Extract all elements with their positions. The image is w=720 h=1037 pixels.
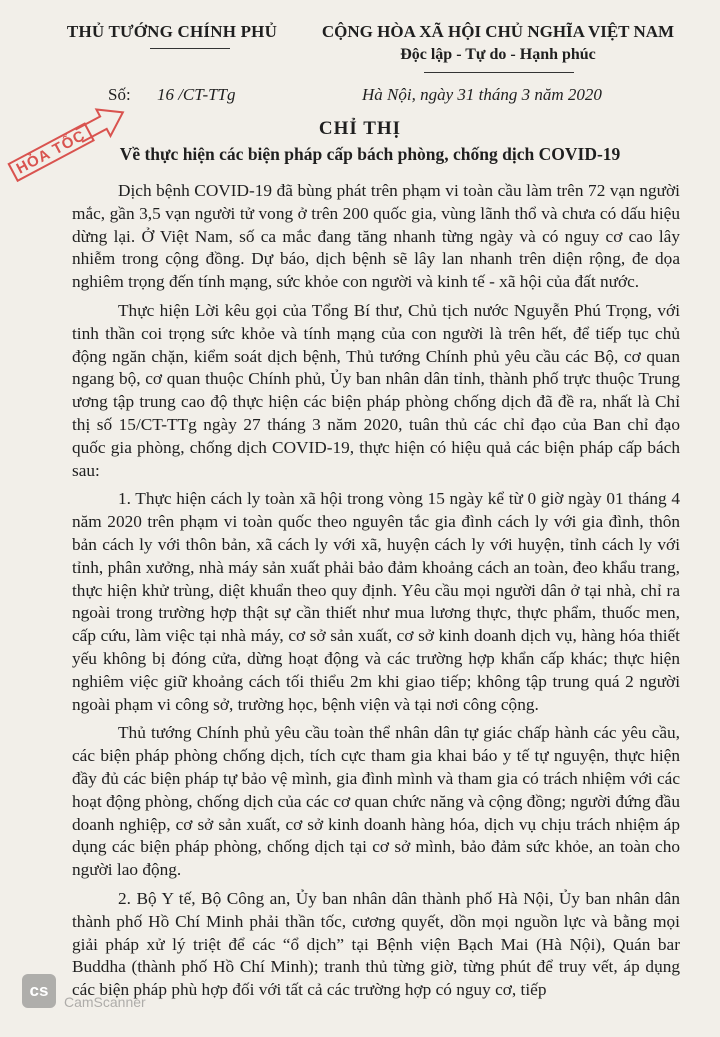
scanner-logo: cs xyxy=(22,974,56,1008)
issuing-agency: THỦ TƯỚNG CHÍNH PHỦ xyxy=(66,22,278,41)
urgent-stamp-label: HỎA TỐC xyxy=(7,122,94,182)
paragraph: Thực hiện Lời kêu gọi của Tổng Bí thư, Chủ tịch nước Nguyễn Phú Trọng, với tinh thần coi trọng sức khỏe và tính mạng của con người là trên hết, để tiếp tục chủ động ngăn chặn, kiểm soát dịch bệnh, Thủ tướng Chính phủ yêu cầu các Bộ, cơ quan ngang bộ, cơ quan thuộc Chính phủ, Ủy ban nhân dân tỉnh, thành phố trực thuộc Trung ương tập trung cao độ thực hiện các biện pháp phòng chống dịch đã đề ra, nhất là Chỉ thị số 15/CT-TTg ngày 27 tháng 3 năm 2020, tuân thủ các chỉ đạo của Ban chỉ đạo quốc gia phòng, chống dịch COVID-19, thực hiện có hiệu quả các biện pháp cấp bách sau: xyxy=(72,300,680,480)
paragraph: 1. Thực hiện cách ly toàn xã hội trong vòng 15 ngày kể từ 0 giờ ngày 01 tháng 4 năm 2020 trên phạm vi toàn quốc theo nguyên tắc gia đình cách ly với gia đình, thôn bản cách ly với thôn bản, xã cách ly với xã, huyện cách ly với huyện, tỉnh cách ly với tỉnh, phân xưởng, nhà máy sản xuất phải bảo đảm khoảng cách an toàn, đeo khẩu trang, thực hiện khử trùng, diệt khuẩn theo quy định. Yêu cầu mọi người dân ở tại nhà, chỉ ra ngoài trong trường hợp thật sự cần thiết như mua lương thực, thực phẩm, thuốc men, cấp cứu, làm việc tại nhà máy, cơ sở sản xuất, cơ sở kinh doanh dịch vụ, hàng hóa thiết yếu không bị đóng cửa, dừng hoạt động và các trường hợp khẩn cấp khác; thực hiện nghiêm việc giữ khoảng cách tối thiểu 2m khi giao tiếp; không tập trung quá 2 người ngoài phạm vi công sở, trường học, bệnh viện và tại nơi công cộng. xyxy=(72,489,680,714)
national-motto: Độc lập - Tự do - Hạnh phúc xyxy=(400,46,596,63)
paragraph: 2. Bộ Y tế, Bộ Công an, Ủy ban nhân dân thành phố Hà Nội, Ủy ban nhân dân thành phố Hồ Chí Minh phải thần tốc, cương quyết, dồn mọi nguồn lực và bằng mọi giải pháp xử lý triệt để các “ổ dịch” tại Bệnh viện Bạch Mai (Hà Nội), Quán bar Buddha (thành phố Hồ Chí Minh); tranh thủ từng giờ, từng phút để truy vết, áp dụng các biện pháp phù hợp đối với tất cả các trường hợp có nguy cơ, tiếp xyxy=(72,888,680,1000)
place-date: Hà Nội, ngày 31 tháng 3 năm 2020 xyxy=(362,85,602,104)
document-type: CHỈ THỊ xyxy=(318,118,402,139)
agency-underline xyxy=(150,48,230,49)
number-label: Số: xyxy=(108,85,131,104)
scanner-watermark: CamScanner xyxy=(64,994,146,1010)
number-value: 16 /CT-TTg xyxy=(156,85,236,104)
motto-underline xyxy=(424,72,574,73)
document-subject: Về thực hiện các biện pháp cấp bách phòng, chống dịch COVID-19 xyxy=(119,144,621,164)
document-body xyxy=(72,180,680,1008)
national-title: CỘNG HÒA XÃ HỘI CHỦ NGHĨA VIỆT NAM xyxy=(321,22,675,41)
paragraph: Dịch bệnh COVID-19 đã bùng phát trên phạm vi toàn cầu làm trên 72 vạn người mắc, gần 3,5 vạn người tử vong ở trên 200 quốc gia, vùng lãnh thổ và chưa có dấu hiệu dừng lại. Ở Việt Nam, số ca mắc đang tăng nhanh từng ngày và có nguy cơ cao lây nhiễm trong cộng đồng. Dự báo, dịch bệnh sẽ lây lan nhanh trên diện rộng, đe dọa nghiêm trọng đến tính mạng, sức khỏe con người và kinh tế - xã hội của đất nước. xyxy=(72,181,680,292)
paragraph: Thủ tướng Chính phủ yêu cầu toàn thể nhân dân tự giác chấp hành các yêu cầu, các biện pháp phòng chống dịch, tích cực tham gia khai báo y tế tự nguyện, thực hiện đầy đủ các biện pháp tự bảo vệ mình, gia đình mình và tham gia có trách nhiệm với các hoạt động phòng, chống dịch của các cơ quan chức năng và cộng đồng; người đứng đầu doanh nghiệp, cơ sở sản xuất, cơ sở kinh doanh hàng hóa, dịch vụ chịu trách nhiệm áp dụng các biện pháp phòng, chống dịch tại cơ sở mình, bảo đảm sức khỏe, an toàn cho người lao động. xyxy=(72,723,680,880)
